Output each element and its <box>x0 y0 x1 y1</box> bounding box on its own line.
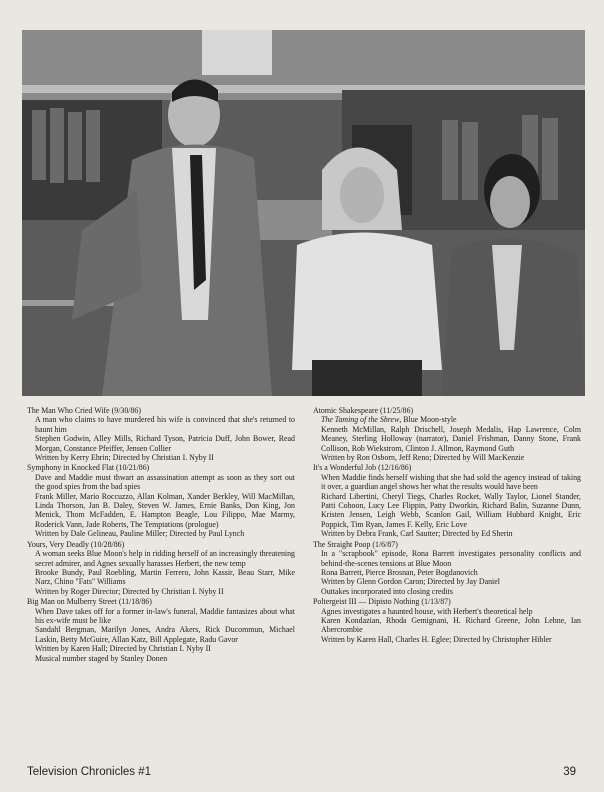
episode-column-right <box>313 406 581 645</box>
episode-credits: Written by Debra Frank, Carl Sautter; Directed by Ed Sherin <box>321 529 513 539</box>
page-number: 39 <box>563 766 576 778</box>
episode-cast: Karen Kondazian, Rhoda Gemignani, H. Richard Greene, John Lehne, Ian Abercrombie <box>321 615 581 635</box>
episode-notes: Musical number staged by Stanley Donen <box>35 653 168 663</box>
episode-cast: Kenneth McMillan, Ralph Drischell, Joseph Medalis, Hap Lawrence, Colm Meaney, Sterling Holloway (narrator), Daniel Frishman, Danny Stone, Frank Collison, Rob Wiekstrom, Clinton J. Allmon, Raymond Guth <box>321 424 581 453</box>
episode-title: It's a Wonderful Job (12/16/86) <box>313 463 412 473</box>
episode-entry <box>313 463 581 538</box>
episode-entry <box>27 463 295 538</box>
episode-title: Poltergeist III — Dipisto Nothing (1/13/87) <box>313 597 451 607</box>
episode-entry <box>27 406 295 462</box>
cast-photo <box>22 30 585 396</box>
episode-cast: Rona Barrett, Pierce Brosnan, Peter Bogdanovich <box>321 567 478 577</box>
episode-cast: Sandahl Bergman, Marilyn Jones, Andra Akers, Rick Ducommun, Michael Laskin, Betty McGuire, Allan Katz, Bill Applegate, Radu Gavor <box>35 625 295 644</box>
episode-cast: Frank Miller, Mario Roccuzzo, Allan Kolman, Xander Berkley, Will MacMillan, Linda Thorson, Jan B. Daley, Steven W. James, Ernie Banks, Don King, Jon Menick, Thom McFadden, E. Hampton Beagle, Lou Filippo, Mae Marmy, Roderick Vann, Jade Roberts, The Temptations (prologue) <box>35 491 295 529</box>
episode-cast: Richard Libertini, Cheryl Tiegs, Charles Rocket, Wally Taylor, Lionel Stander, Patti Cohoon, Lucy Lee Flippin, Patty Dworkin, Richard Balin, Suzanne Dunn, Kristen Jensen, Leigh Webb, Scanlon Gail, William Hubbard Knight, Eric Poppick, Tim Ryan, James F. Kelly, Eric Love <box>321 491 581 529</box>
episode-entry <box>27 597 295 663</box>
episode-description: In a "scrapbook" episode, Rona Barrett investigates personality conflicts and behind-the-scenes tensions at Blue Moon <box>321 549 581 568</box>
episode-entry <box>27 540 295 596</box>
episode-description: Agnes investigates a haunted house, with Herbert's theoretical help <box>321 606 533 616</box>
episode-title: The Man Who Cried Wife (9/30/86) <box>27 406 141 415</box>
episode-title: Yours, Very Deadly (10/28/86) <box>27 539 125 549</box>
episode-credits: Written by Ron Osborn, Jeff Reno; Directed by Will MacKenzie <box>321 453 525 463</box>
episode-description-italic: The Taming of the Shrew <box>321 415 400 425</box>
episode-credits: Written by Karen Hall; Directed by Christian I. Nyby II <box>35 644 211 654</box>
episode-entry <box>313 597 581 644</box>
episode-title: Big Man on Mulberry Street (11/18/86) <box>27 597 152 607</box>
episode-description: When Dave takes off for a former in-law's funeral, Maddie fantasizes about what his ex-wife must be like <box>35 606 295 625</box>
episode-notes: Outtakes incorporated into closing credits <box>321 586 453 596</box>
episode-cast: Brooke Bundy, Paul Roebling, Martin Ferrero, John Kassir, Beau Starr, Mike Narz, Chino "Fats" Williams <box>35 567 295 587</box>
episode-description: A woman seeks Blue Moon's help in ridding herself of an increasingly threatening secret admirer, and Agnes sexually harasses Herbert, the new temp <box>35 549 295 568</box>
episode-cast: Stephen Godwin, Alley Mills, Richard Tyson, Patricia Duff, John Bower, Read Morgan, Constance Pfeiffer, Jensen Collier <box>35 434 295 453</box>
episode-column-left <box>27 406 295 664</box>
episode-title: The Straight Poop (1/6/87) <box>313 539 398 549</box>
publication-name: Television Chronicles #1 <box>27 766 152 778</box>
episode-description-rest: , Blue Moon-style <box>399 415 457 425</box>
episode-description: Dave and Maddie must thwart an assassination attempt as soon as they sort out the good spies from the bad spies <box>35 472 295 492</box>
episode-credits: Written by Roger Director; Directed by Christian I. Nyby II <box>35 586 224 596</box>
episode-description <box>321 415 581 424</box>
episode-description: When Maddie finds herself wishing that she had sold the agency instead of taking it over, a guardian angel shows her what the results would have been <box>321 472 581 492</box>
episode-description: A man who claims to have murdered his wife is convinced that she's returned to haunt him <box>35 415 295 434</box>
episode-credits: Written by Dale Gelineau, Pauline Miller; Directed by Paul Lynch <box>35 529 245 539</box>
episode-entry <box>313 540 581 596</box>
episode-credits: Written by Glenn Gordon Caron; Directed by Jay Daniel <box>321 577 500 587</box>
episode-entry <box>313 406 581 462</box>
episode-title: Symphony in Knocked Flat (10/21/86) <box>27 463 150 473</box>
cast-photo-illustration <box>22 30 585 396</box>
episode-title: Atomic Shakespeare (11/25/86) <box>313 406 414 415</box>
episode-credits: Written by Karen Hall, Charles H. Eglee; Directed by Christopher Hibler <box>321 634 552 644</box>
episode-credits: Written by Kerry Ehrin; Directed by Christian I. Nyby II <box>35 453 214 463</box>
